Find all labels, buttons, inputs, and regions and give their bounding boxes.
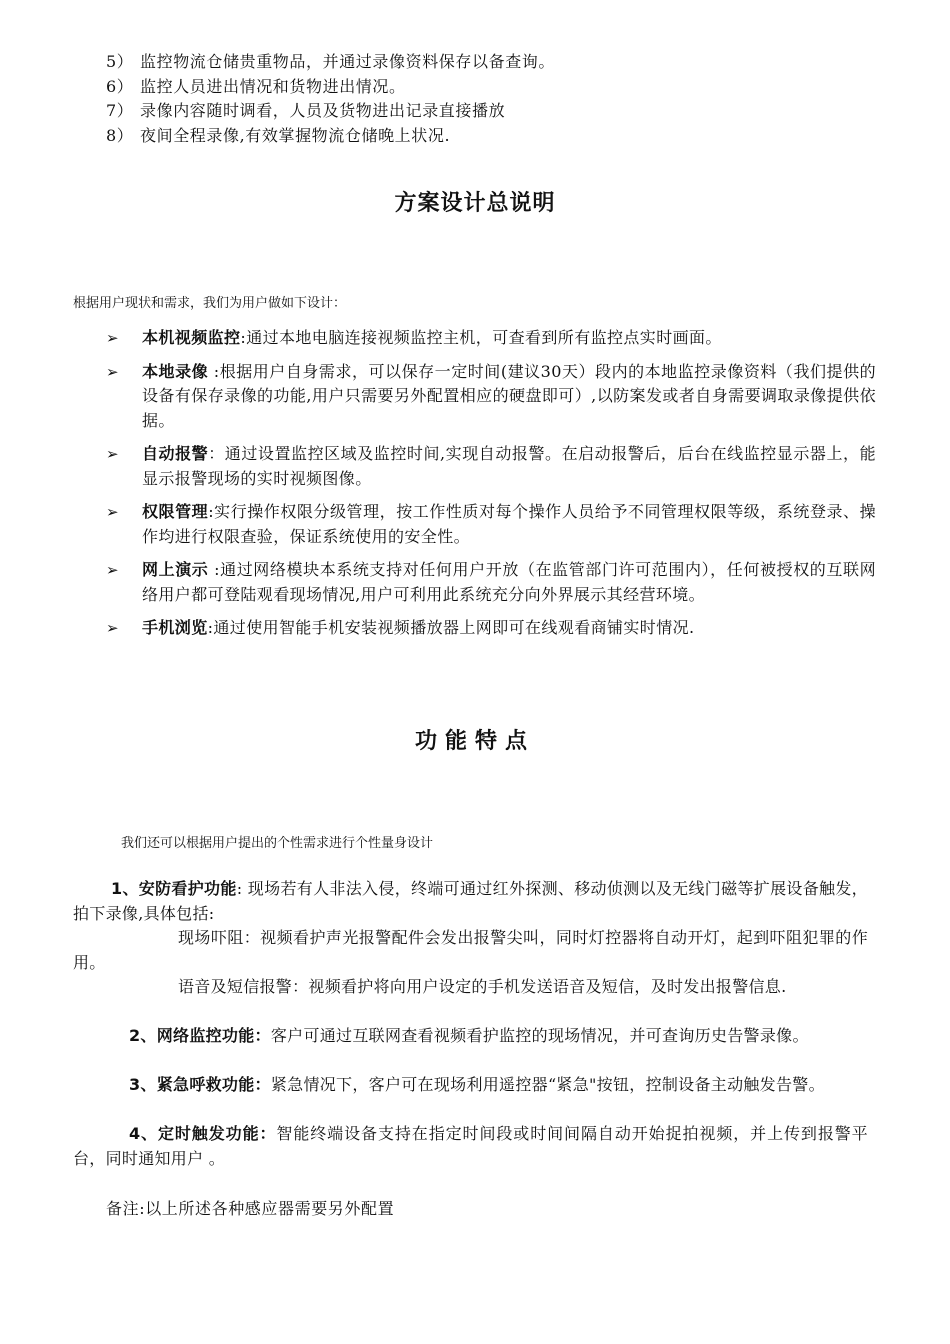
list-text: 监控物流仓储贵重物品，并通过录像资料保存以备查询。 <box>140 52 556 71</box>
remark-note: 备注:以上所述各种感应器需要另外配置 <box>106 1199 395 1218</box>
bullet-term: 网上演示 <box>142 560 209 579</box>
feature-term: 1、安防看护功能 <box>111 879 237 898</box>
arrow-bullet-icon: ➢ <box>106 561 119 579</box>
bullet-text: :通过网络模块本系统支持对任何用户开放（在监管部门许可范围内），任何被授权的互联网络用户都可登陆观看现场情况,用户可利用此系统充分向外界展示其经营环境。 <box>142 560 876 604</box>
arrow-bullet-icon: ➢ <box>106 445 119 463</box>
feature-text: 智能终端设备支持在指定时间段或时间间隔自动开始捉拍视频，并上传到报警平台，同时通知用户 。 <box>73 1124 868 1168</box>
feature-text: 语音及短信报警：视频看护将向用户设定的手机发送语音及短信，及时发出报警信息. <box>178 977 787 996</box>
feature-emergency-call <box>73 1073 868 1098</box>
bullet-term: 本机视频监控 <box>142 328 241 347</box>
features-intro: 我们还可以根据用户提出的个性需求进行个性量身设计 <box>121 836 434 851</box>
features-section-title: 功能特点 <box>414 729 535 754</box>
feature-term: 4、定时触发功能： <box>129 1124 277 1143</box>
arrow-bullet-icon: ➢ <box>106 619 119 637</box>
bullet-text: ：通过设置监控区域及监控时间,实现自动报警。在启动报警后，后台在线监控显示器上，能显示报警现场的实时视频图像。 <box>142 444 876 488</box>
bullet-term: 权限管理 <box>142 502 209 521</box>
feature-deterrence <box>73 926 868 975</box>
numbered-list <box>106 50 555 148</box>
arrow-bullet-icon: ➢ <box>106 362 119 381</box>
bullet-item <box>106 500 876 549</box>
arrow-bullet-icon: ➢ <box>106 329 119 347</box>
list-text: 录像内容随时调看，人员及货物进出记录直接播放 <box>140 101 506 120</box>
bullet-item <box>106 558 876 607</box>
list-number: 5） <box>106 52 134 71</box>
feature-network-monitoring <box>73 1024 868 1049</box>
plan-intro: 根据用户现状和需求，我们为用户做如下设计： <box>73 296 347 311</box>
list-item <box>106 99 555 124</box>
list-number: 6） <box>106 76 134 96</box>
list-number: 8） <box>106 125 134 145</box>
feature-text: 现场吓阻：视频看护声光报警配件会发出报警尖叫，同时灯控器将自动开灯，起到吓阻犯罪的作用。 <box>73 928 868 972</box>
bullet-item <box>106 360 876 434</box>
bullet-item <box>106 442 876 491</box>
bullet-text: :通过本地电脑连接视频监控主机，可查看到所有监控点实时画面。 <box>240 328 722 347</box>
list-item <box>106 50 555 75</box>
feature-term: 2、网络监控功能： <box>129 1026 271 1045</box>
bullet-term: 手机浏览 <box>142 618 208 637</box>
list-text: 监控人员进出情况和货物进出情况。 <box>140 76 406 96</box>
bullet-term: 自动报警 <box>142 444 209 463</box>
bullet-text: :实行操作权限分级管理，按工作性质对每个操作人员给予不同管理权限等级，系统登录、操作均进行权限查验，保证系统使用的安全性。 <box>142 502 876 546</box>
bullet-term: 本地录像 <box>142 361 209 381</box>
feature-text: 客户可通过互联网查看视频看护监控的现场情况，并可查询历史告警录像。 <box>270 1026 809 1045</box>
design-bullet-list <box>106 326 876 650</box>
bullet-text: :通过使用智能手机安装视频播放器上网即可在线观看商铺实时情况. <box>207 618 695 637</box>
feature-voice-sms <box>73 975 868 1000</box>
feature-text: 紧急情况下，客户可在现场利用遥控器“紧急"按钮，控制设备主动触发告警。 <box>270 1075 825 1094</box>
list-text: 夜间全程录像,有效掌握物流仓储晚上状况. <box>140 125 451 145</box>
feature-timed-trigger <box>73 1122 868 1171</box>
feature-security <box>73 877 868 926</box>
feature-term: 3、紧急呼救功能： <box>129 1075 271 1094</box>
list-number: 7） <box>106 101 134 120</box>
bullet-item <box>106 616 876 641</box>
plan-section-title: 方案设计总说明 <box>394 191 556 216</box>
bullet-text: :根据用户自身需求，可以保存一定时间(建议30天）段内的本地监控录像资料（我们提供的设备有保存录像的功能,用户只需要另外配置相应的硬盘即可）,以防案发或者自身需要调取录像提供依据。 <box>142 361 877 430</box>
arrow-bullet-icon: ➢ <box>106 503 119 521</box>
feature-text: : 现场若有人非法入侵，终端可通过红外探测、移动侦测以及无线门磁等扩展设备触发，拍下录像,具体包括: <box>73 879 868 923</box>
bullet-item <box>106 326 876 351</box>
list-item <box>106 75 555 100</box>
list-item <box>106 124 555 149</box>
